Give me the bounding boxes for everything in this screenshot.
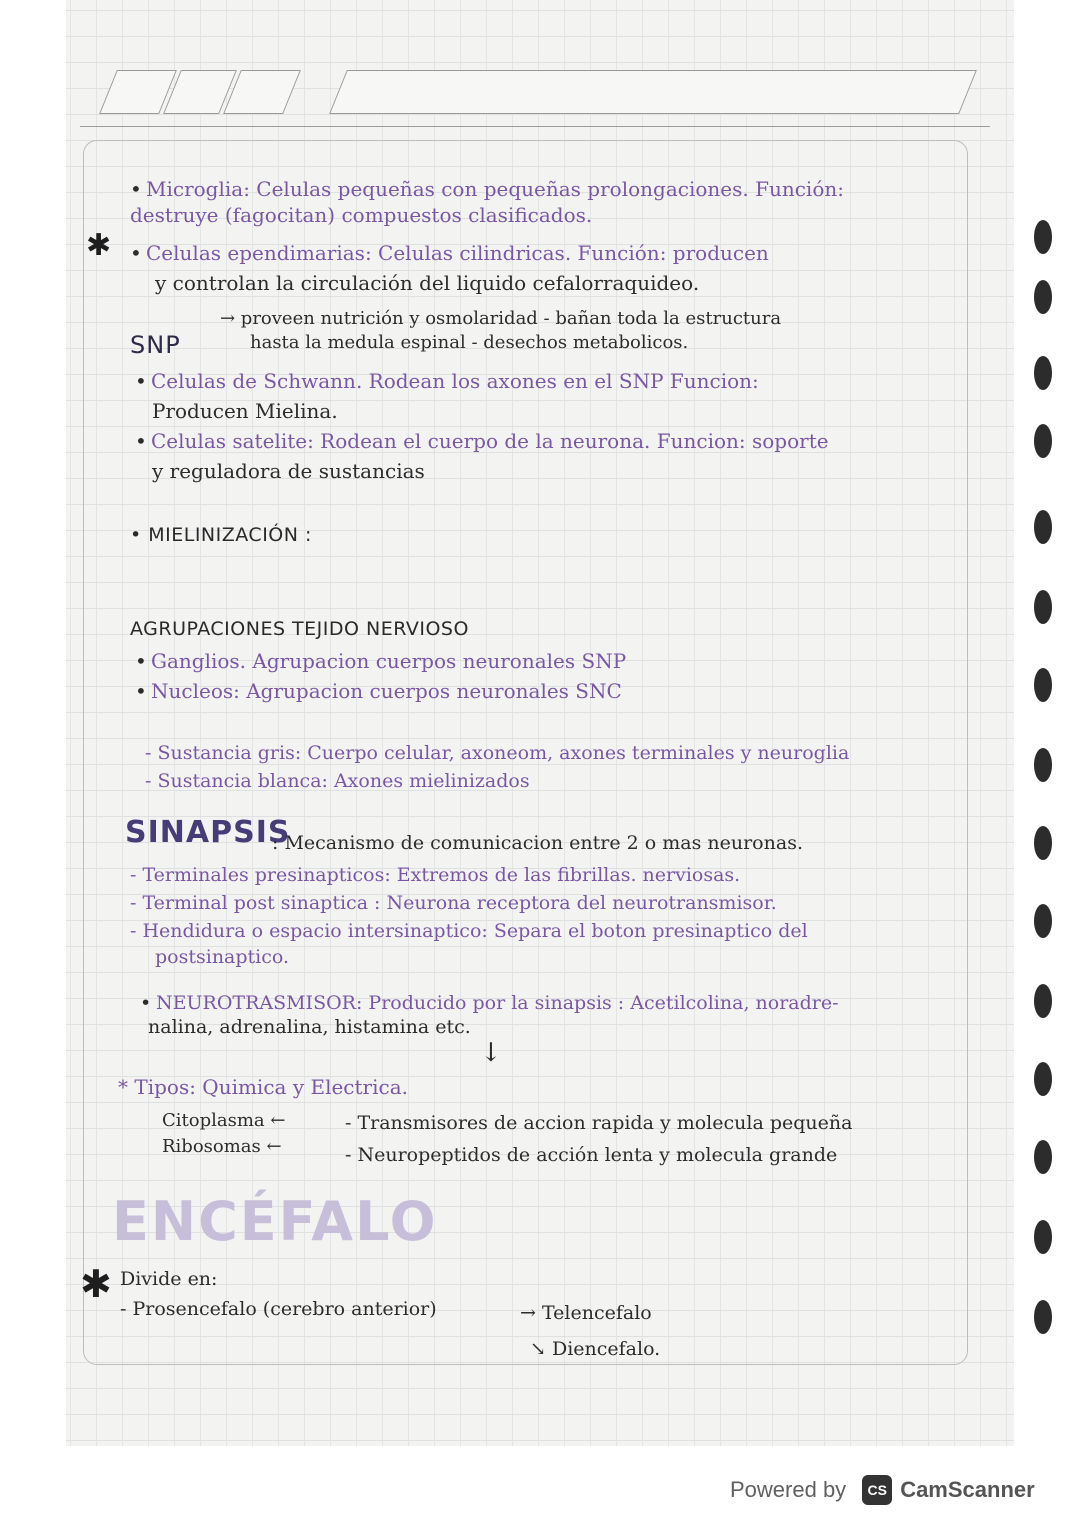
note-ependimales-3: → proveen nutrición y osmolaridad - bañan toda la estructura	[220, 308, 782, 329]
nucleos-text: Nucleos: Agrupacion cuerpos neuronales SNC	[151, 679, 622, 703]
note-satelite-2: y reguladora de sustancias	[152, 459, 425, 483]
note-satelite: • Celulas satelite: Rodean el cuerpo de la neurona. Funcion: soporte	[135, 429, 829, 453]
powered-by-label: Powered by	[730, 1477, 847, 1502]
sinapsis-definition: : Mecanismo de comunicacion entre 2 o mas neuronas.	[272, 832, 803, 854]
header-box-wide	[329, 70, 977, 114]
note-ependimales-2: y controlan la circulación del liquido cefalorraquideo.	[155, 271, 700, 295]
note-schwann: • Celulas de Schwann. Rodean los axones en el SNP Funcion:	[135, 369, 759, 393]
note-telencefalo: → Telencefalo	[520, 1302, 652, 1324]
note-presinapticos: - Terminales presinapticos: Extremos de las fibrillas. nerviosas.	[130, 864, 741, 886]
note-ependimales-4: hasta la medula espinal - desechos metabolicos.	[250, 332, 689, 353]
note-microglia: • Microglia: Celulas pequeñas con pequeñas prolongaciones. Función: destruye (fagocitan) compuestos clasificados.	[130, 177, 844, 227]
note-hendidura: - Hendidura o espacio intersinaptico: Separa el boton presinaptico del	[130, 920, 808, 942]
spiral-binding	[1030, 0, 1080, 1446]
note-nucleos: • Nucleos: Agrupacion cuerpos neuronales SNC	[135, 679, 622, 703]
microglia-text: Microglia: Celulas pequeñas con pequeñas prolongaciones. Función: destruye (fagocitan) compuestos clasificados.	[130, 177, 844, 227]
note-ganglios: • Ganglios. Agrupacion cuerpos neuronales SNP	[135, 649, 627, 673]
note-tipos: * Tipos: Quimica y Electrica.	[118, 1075, 408, 1099]
star-mark: ✱	[80, 1262, 112, 1306]
ependimales-text: Celulas ependimarias: Celulas cilindricas. Función: producen	[146, 241, 769, 265]
note-divide: Divide en:	[120, 1268, 218, 1290]
neurotransmisor-text: NEUROTRASMISOR: Producido por la sinapsis : Acetilcolina, noradre-	[156, 992, 839, 1014]
note-neurotransmisor-2: nalina, adrenalina, histamina etc.	[148, 1016, 471, 1038]
agrupaciones-heading: AGRUPACIONES TEJIDO NERVIOSO	[130, 618, 469, 640]
note-postsinaptica: - Terminal post sinaptica : Neurona receptora del neurotransmisor.	[130, 892, 777, 914]
note-hendidura-2: postsinaptico.	[155, 946, 290, 968]
encefalo-heading: ENCÉFALO	[112, 1190, 438, 1253]
down-arrow: ↓	[480, 1038, 502, 1068]
sinapsis-heading: SINAPSIS	[125, 815, 291, 850]
note-neuropeptidos: - Neuropeptidos de acción lenta y molecula grande	[345, 1144, 838, 1166]
note-sustancia-gris: - Sustancia gris: Cuerpo celular, axoneom, axones terminales y neuroglia	[145, 742, 850, 764]
snp-heading: SNP	[130, 331, 181, 359]
scanner-watermark	[730, 1468, 1060, 1512]
note-sustancia-blanca: - Sustancia blanca: Axones mielinizados	[145, 770, 530, 792]
star-mark: ✱	[86, 228, 112, 263]
note-diencefalo: ↘ Diencefalo.	[530, 1338, 661, 1360]
note-prosencefalo: - Prosencefalo (cerebro anterior)	[120, 1298, 437, 1320]
camscanner-logo-icon: CS	[862, 1475, 892, 1505]
note-schwann-2: Producen Mielina.	[152, 399, 338, 423]
ganglios-text: Ganglios. Agrupacion cuerpos neuronales SNP	[151, 649, 627, 673]
note-citoplasma: Citoplasma ←	[162, 1110, 286, 1131]
mielinizacion-heading: • MIELINIZACIÓN :	[130, 524, 312, 546]
note-ependimales: • Celulas ependimarias: Celulas cilindricas. Función: producen	[130, 241, 769, 265]
camscanner-brand: CamScanner	[900, 1477, 1035, 1502]
note-neurotransmisor: • NEUROTRASMISOR: Producido por la sinapsis : Acetilcolina, noradre-	[140, 992, 839, 1014]
note-transmisores: - Transmisores de accion rapida y molecula pequeña	[345, 1112, 853, 1134]
schwann-text: Celulas de Schwann. Rodean los axones en el SNP Funcion:	[151, 369, 759, 393]
satelite-text: Celulas satelite: Rodean el cuerpo de la neurona. Funcion: soporte	[151, 429, 829, 453]
header-divider	[80, 126, 990, 127]
note-ribosomas: Ribosomas ←	[162, 1136, 282, 1157]
